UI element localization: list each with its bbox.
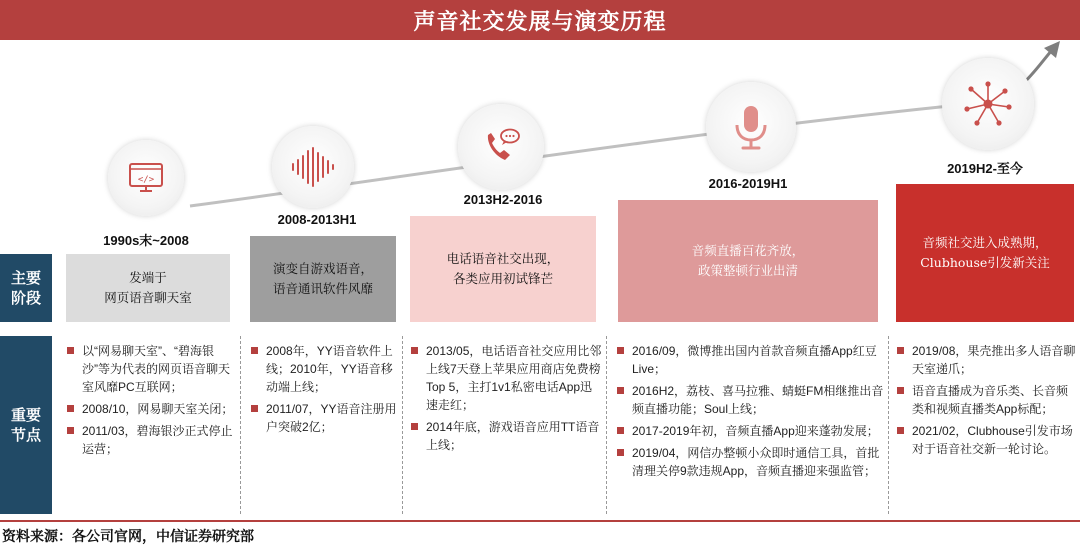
stage-box-3	[410, 216, 596, 322]
stage-2-desc-line2: 语音通讯软件风靡	[272, 281, 373, 296]
stage-1-desc-line1: 发端于	[129, 270, 167, 285]
page-title: 声音社交发展与演变历程	[413, 8, 667, 34]
stage-3-desc-line1: 电话语音社交出现，	[446, 251, 560, 266]
column-divider	[888, 336, 889, 514]
event-item: 2019/04，网信办整顿小众即时通信工具，首批清理关停9款违规App，音频直播迎来强监管；	[616, 444, 886, 480]
event-item: 2011/07，YY语音注册用户突破2亿；	[250, 400, 398, 436]
sound-wave-icon	[272, 126, 354, 208]
key-nodes-label: 重要节点	[0, 336, 52, 514]
source-divider	[0, 520, 1080, 522]
stage-4-desc-line1: 音频直播百花齐放，	[691, 243, 805, 258]
stage-2-desc-line1: 演变自游戏语音，	[272, 261, 373, 276]
event-item: 2016H2，荔枝、喜马拉雅、蜻蜓FM相继推出音频直播功能；Soul上线；	[616, 382, 886, 418]
event-item: 2019/08，果壳推出多人语音聊天室递爪；	[896, 342, 1076, 378]
column-divider	[402, 336, 403, 514]
period-label-4: 2016-2019H1	[708, 176, 788, 191]
event-item: 2011/03，碧海银沙正式停止运营；	[66, 422, 238, 458]
stage-box-4	[618, 200, 878, 322]
microphone-icon	[706, 82, 796, 172]
stage-box-2	[250, 236, 396, 322]
event-item: 2013/05，电话语音社交应用比邻上线7天登上苹果应用商店免费榜Top 5，主打1v1私密电话App迅速走红；	[410, 342, 602, 414]
main-stage-label: 主要阶段	[0, 254, 52, 322]
stage-box-1	[66, 254, 230, 322]
period-label-2: 2008-2013H1	[277, 212, 357, 227]
events-list-5	[896, 342, 1076, 462]
stage-box-5	[896, 184, 1074, 322]
event-item: 2008/10，网易聊天室关闭；	[66, 400, 238, 418]
event-item: 2014年底，游戏语音应用TT语音上线；	[410, 418, 602, 454]
column-divider	[606, 336, 607, 514]
event-item: 2008年，YY语音软件上线；2010年，YY语音移动端上线；	[250, 342, 398, 396]
period-label-3: 2013H2-2016	[463, 192, 543, 207]
event-item: 2021/02，Clubhouse引发市场对于语音社交新一轮讨论。	[896, 422, 1076, 458]
source-note: 资料来源：各公司官网，中信证券研究部	[2, 528, 254, 544]
svg-text:</>: </>	[137, 175, 155, 185]
events-list-3	[410, 342, 602, 458]
event-item: 2017-2019年初，音频直播App迎来蓬勃发展；	[616, 422, 886, 440]
stage-3-desc-line2: 各类应用初试锋芒	[452, 271, 553, 286]
event-item: 2016/09，微博推出国内首款音频直播App红豆Live；	[616, 342, 886, 378]
column-divider	[240, 336, 241, 514]
period-label-5: 2019H2-至今	[947, 161, 1023, 176]
network-icon	[942, 58, 1034, 150]
event-item: 以“网易聊天室”、“碧海银沙”等为代表的网页语音聊天室风靡PC互联网；	[66, 342, 238, 396]
events-list-4	[616, 342, 886, 484]
phone-chat-icon	[458, 104, 544, 190]
event-item: 语音直播成为音乐类、长音频类和视频直播类App标配；	[896, 382, 1076, 418]
stage-5-desc-line1: 音频社交进入成熟期，	[922, 235, 1048, 250]
events-list-2	[250, 342, 398, 440]
stage-5-desc-line2: Clubhouse引发新关注	[920, 255, 1050, 270]
stage-4-desc-line2: 政策整顿行业出清	[697, 263, 798, 278]
period-label-1: 1990s末~2008	[103, 233, 189, 248]
code-screen-icon	[108, 140, 184, 216]
events-list-1	[66, 342, 238, 462]
stage-1-desc-line2: 网页语音聊天室	[104, 290, 192, 305]
